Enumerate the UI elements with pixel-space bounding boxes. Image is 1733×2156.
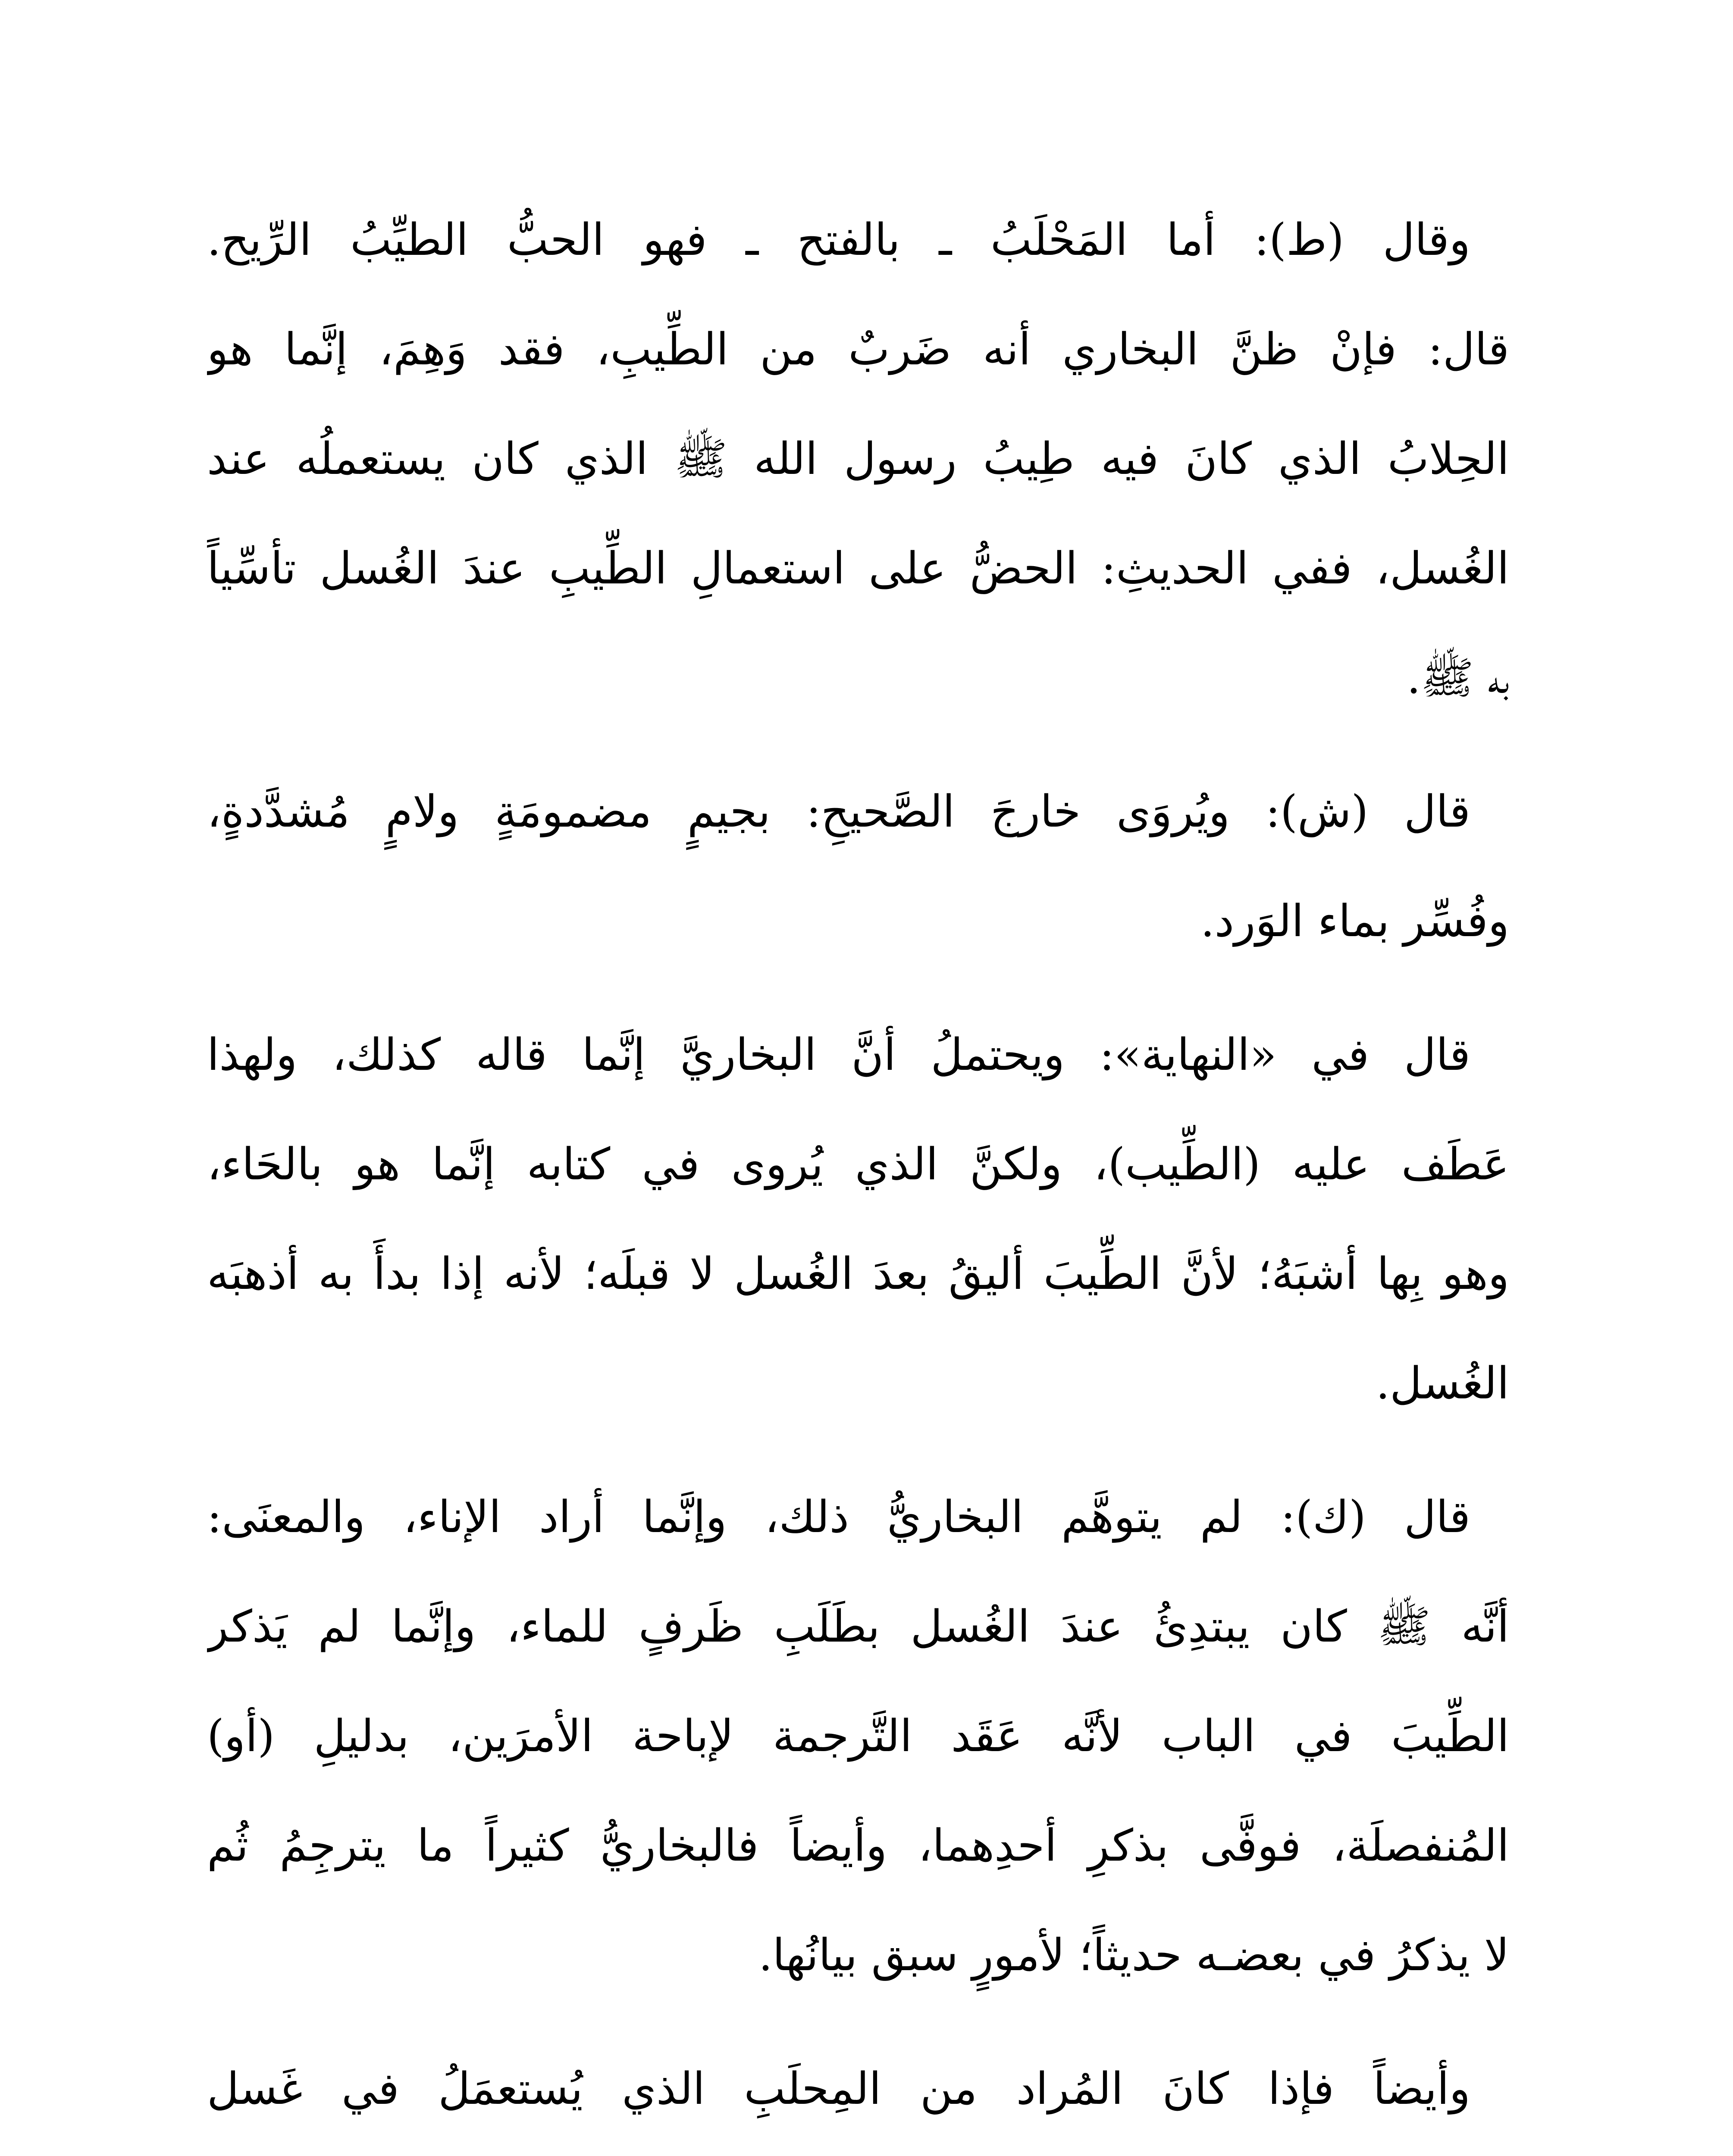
text-line: وقال (ط): أما المَحْلَبُ ـ بالفتح ـ فهو الحبُّ الطيِّبُ الرِّيح. [207, 214, 1470, 266]
text-line: به ﷺ. [1407, 652, 1509, 704]
main-text [207, 185, 1509, 2156]
text-line: قال (ك): لم يتوهَّم البخاريُّ ذلك، وإنَّما أراد الإناء، والمعنَى: [207, 1492, 1470, 1543]
paragraph-1 [207, 185, 1509, 733]
paragraph-4 [207, 1463, 1509, 2010]
text-line: لا يذكرُ في بعضـه حديثاً؛ لأمورٍ سبق بيانُها. [758, 1930, 1509, 1981]
text-line: قال (ش): ويُروَى خارجَ الصَّحيحِ: بجيمٍ مضمومَةٍ ولامٍ مُشدَّدةٍ، [207, 786, 1470, 837]
paragraph-5 [207, 2034, 1509, 2156]
text-line: الحِلابُ الذي كانَ فيه طِيبُ رسول الله ﷺ الذي كان يستعملُه عند [207, 433, 1509, 485]
text-line: وفُسِّر بماء الوَرد. [1200, 896, 1509, 947]
paragraph-3 [207, 1000, 1509, 1438]
text-line: عَطَف عليه (الطِّيب)، ولكنَّ الذي يُروى في كتابه إنَّما هو بالحَاء، [207, 1139, 1509, 1190]
text-line: الغُسل. [1376, 1358, 1509, 1409]
text-line: الغُسل، ففي الحديثِ: الحضُّ على استعمالِ الطِّيبِ عندَ الغُسل تأسِّياً [207, 543, 1509, 594]
text-line: المُنفصلَة، فوفَّى بذكرِ أحدِهما، وأيضاً فالبخاريُّ كثيراً ما يترجِمُ ثُم [207, 1820, 1509, 1871]
text-line: الطِّيبَ في الباب لأنَّه عَقَد التَّرجمة لإباحة الأمرَين، بدليلِ (أو) [207, 1711, 1509, 1762]
text-line: قال: فإنْ ظنَّ البخاري أنه ضَربٌ من الطِّيبِ، فقد وَهِمَ، إنَّما هو [207, 324, 1509, 375]
text-line [207, 2144, 1509, 2156]
text-line: أنَّه ﷺ كان يبتدِئُ عندَ الغُسل بطَلَبِ ظَرفٍ للماء، وإنَّما لم يَذكر [207, 1601, 1509, 1652]
paragraph-2 [207, 757, 1509, 976]
text-line: وأيضاً فإذا كانَ المُراد من المِحلَبِ الذي يُستعمَلُ في غَسل [207, 2063, 1470, 2115]
text-line: وهو بِها أشبَهُ؛ لأنَّ الطِّيبَ أليقُ بعدَ الغُسل لا قبلَه؛ لأنه إذا بدأَ به أذهبَه [207, 1248, 1509, 1300]
text-line: قال في «النهاية»: ويحتملُ أنَّ البخاريَّ إنَّما قاله كذلك، ولهذا [207, 1029, 1470, 1081]
